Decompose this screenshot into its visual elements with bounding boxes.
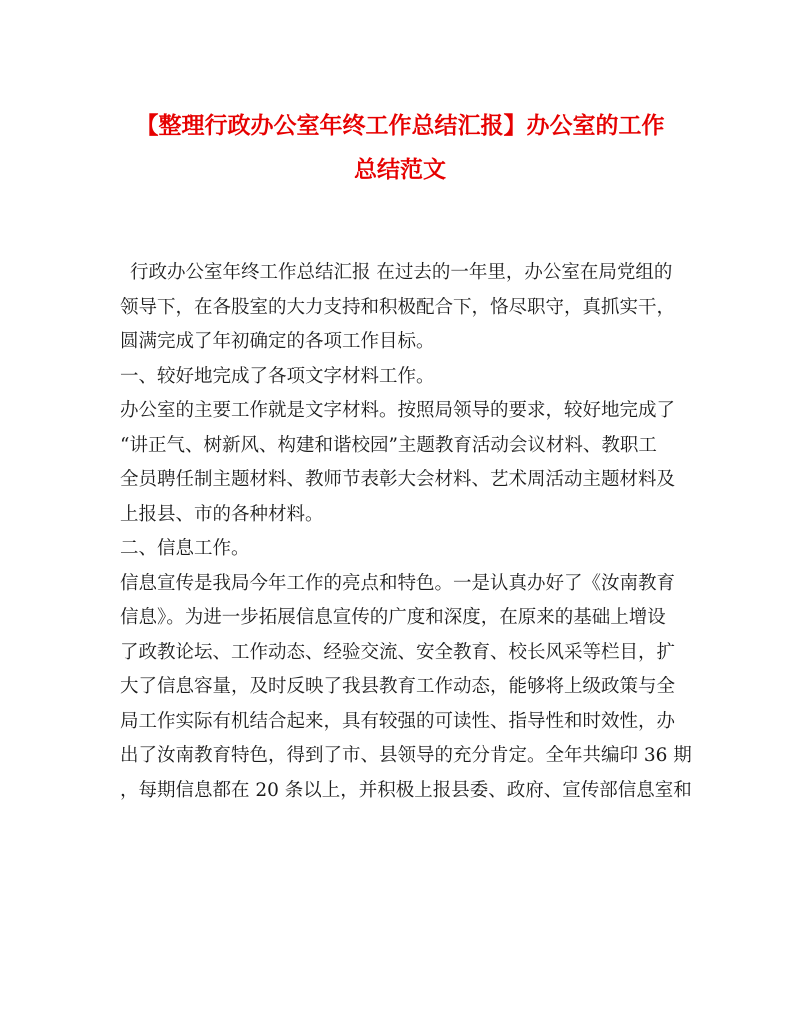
body-line: 局工作实际有机结合起来，具有较强的可读性、指导性和时效性，办 [120, 710, 676, 732]
body-line: 了政教论坛、工作动态、经验交流、安全教育、校长风采等栏目，扩 [120, 641, 676, 663]
body-line: 行政办公室年终工作总结汇报 在过去的一年里，办公室在局党组的 [130, 262, 673, 283]
section-heading-2: 二、信息工作。 [120, 538, 250, 559]
body-line: 圆满完成了年初确定的各项工作目标。 [120, 331, 435, 352]
body-line: “讲正气、树新风、构建和谐校园”主题教育活动会议材料、教职工 [120, 434, 657, 456]
body-line: 办公室的主要工作就是文字材料。按照局领导的要求，较好地完成了 [120, 400, 676, 421]
body-line: 全员聘任制主题材料、教师节表彰大会材料、艺术周活动主题材料及 [120, 469, 676, 490]
document-title [110, 104, 690, 192]
title-line-2: 总结范文 [354, 156, 446, 183]
section-heading-1: 一、较好地完成了各项文字材料工作。 [120, 365, 435, 387]
body-line: 上报县、市的各种材料。 [120, 503, 324, 525]
body-line: ，每期信息都在 20 条以上，并积极上报县委、政府、宣传部信息室和 [120, 779, 692, 801]
document-body [120, 256, 692, 808]
body-line: 大了信息容量，及时反映了我县教育工作动态，能够将上级政策与全 [120, 676, 676, 697]
title-line-1: 【整理行政办公室年终工作总结汇报】办公室的工作 [135, 112, 665, 139]
body-line: 领导下，在各股室的大力支持和积极配合下，恪尽职守，真抓实干， [120, 296, 676, 318]
body-line: 信息宣传是我局今年工作的亮点和特色。一是认真办好了《汝南教育 [120, 572, 676, 594]
body-line: 出了汝南教育特色，得到了市、县领导的充分肯定。全年共编印 36 期 [120, 745, 692, 766]
body-line: 信息》。为进一步拓展信息宣传的广度和深度，在原来的基础上增设 [120, 607, 666, 628]
